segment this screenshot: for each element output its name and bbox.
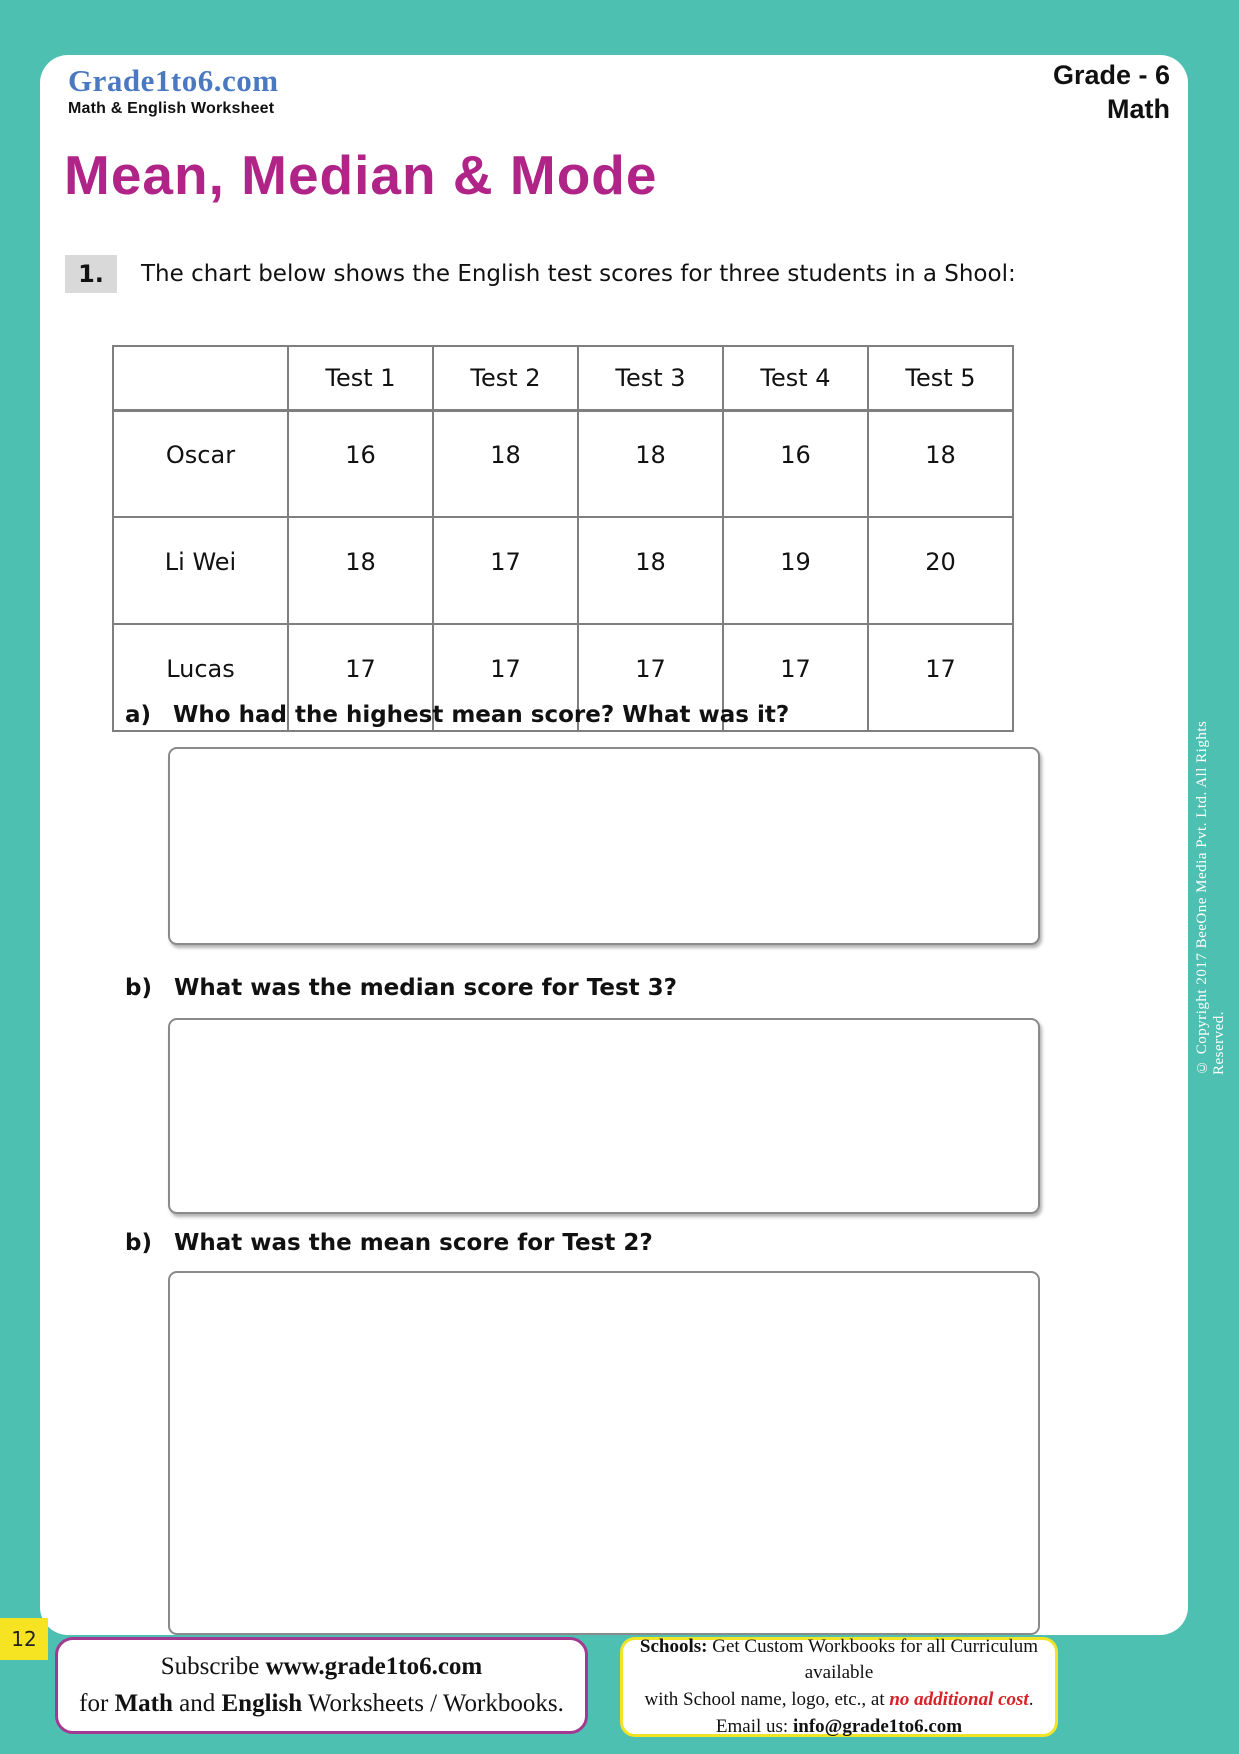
logo-subtitle: Math & English Worksheet xyxy=(68,100,275,117)
footer-schools-box xyxy=(620,1637,1058,1737)
student-name-cell: Lucas xyxy=(113,624,288,731)
table-header-cell xyxy=(113,346,288,410)
schools-line3 xyxy=(623,1714,1055,1741)
subquestion-b2 xyxy=(125,1230,653,1256)
subscribe-english-label: English xyxy=(221,1689,303,1717)
table-header-row xyxy=(113,346,1013,410)
score-cell: 16 xyxy=(723,410,868,517)
site-logo xyxy=(68,63,279,118)
subscribe-line2 xyxy=(58,1686,585,1722)
grade-label: Grade - 6 xyxy=(1052,60,1170,90)
score-cell: 20 xyxy=(868,517,1013,624)
table-header-cell: Test 5 xyxy=(868,346,1013,410)
subquestion-text: What was the mean score for Test 2? xyxy=(173,1230,653,1256)
question-prompt: The chart below shows the English test scores for three students in a Shool: xyxy=(141,261,1016,287)
schools-text: Email us: xyxy=(715,1715,793,1737)
table-header-cell: Test 3 xyxy=(578,346,723,410)
table-header-cell: Test 1 xyxy=(288,346,433,410)
page-number-badge: 12 xyxy=(0,1618,48,1660)
schools-text: with School name, logo, etc., at xyxy=(644,1689,890,1710)
score-cell: 18 xyxy=(578,410,723,517)
subscribe-text: for xyxy=(79,1689,115,1717)
score-cell: 17 xyxy=(578,624,723,731)
score-cell: 19 xyxy=(723,517,868,624)
subscribe-text: Worksheets / Workbooks. xyxy=(302,1689,564,1717)
table-row xyxy=(113,517,1013,624)
question-number-badge: 1. xyxy=(65,255,117,293)
subquestion-b1 xyxy=(125,975,677,1001)
subquestion-text: Who had the highest mean score? What was it? xyxy=(173,702,790,728)
grade-badge xyxy=(1053,59,1170,127)
copyright-vertical-text: © Copyright 2017 BeeOne Media Pvt. Ltd. All Rights Reserved. xyxy=(1194,720,1227,1075)
schools-label: Schools: xyxy=(639,1635,708,1657)
worksheet-page xyxy=(40,55,1188,1635)
score-cell: 18 xyxy=(578,517,723,624)
no-additional-cost-text: no additional cost xyxy=(889,1689,1029,1710)
subquestion-label: b) xyxy=(125,975,152,1001)
subquestion-label: b) xyxy=(125,1230,152,1256)
score-cell: 17 xyxy=(433,624,578,731)
answer-box-a[interactable] xyxy=(168,747,1040,945)
schools-line1 xyxy=(623,1634,1055,1687)
score-cell: 17 xyxy=(288,624,433,731)
subscribe-math-label: Math xyxy=(114,1689,173,1717)
score-cell: 17 xyxy=(868,624,1013,731)
question-row xyxy=(65,255,1016,293)
subquestion-label: a) xyxy=(125,702,152,728)
subscribe-text: and xyxy=(172,1689,222,1717)
footer-subscribe-box xyxy=(55,1637,588,1734)
table-header-cell: Test 4 xyxy=(723,346,868,410)
logo-title: Grade1to6.com xyxy=(68,63,279,98)
score-cell: 18 xyxy=(288,517,433,624)
answer-box-b[interactable] xyxy=(168,1018,1040,1214)
score-cell: 16 xyxy=(288,410,433,517)
subscribe-line1 xyxy=(58,1649,585,1685)
score-cell: 18 xyxy=(868,410,1013,517)
page-title: Mean, Median & Mode xyxy=(64,144,658,206)
subject-label: Math xyxy=(1107,93,1170,124)
score-cell: 17 xyxy=(723,624,868,731)
score-cell: 18 xyxy=(433,410,578,517)
answer-box-c[interactable] xyxy=(168,1271,1040,1635)
schools-email: info@grade1to6.com xyxy=(792,1715,963,1737)
schools-text: . xyxy=(1028,1689,1034,1710)
subquestion-text: What was the median score for Test 3? xyxy=(173,975,678,1001)
table-header-cell: Test 2 xyxy=(433,346,578,410)
subscribe-prefix: Subscribe xyxy=(160,1653,266,1681)
table-row xyxy=(113,410,1013,517)
score-cell: 17 xyxy=(433,517,578,624)
schools-line2 xyxy=(623,1687,1055,1714)
subquestion-a xyxy=(125,702,789,728)
schools-text: Get Custom Workbooks for all Curriculum available xyxy=(707,1635,1039,1684)
student-name-cell: Li Wei xyxy=(113,517,288,624)
scores-table xyxy=(112,345,1014,732)
subscribe-site-url: www.grade1to6.com xyxy=(265,1653,483,1681)
student-name-cell: Oscar xyxy=(113,410,288,517)
